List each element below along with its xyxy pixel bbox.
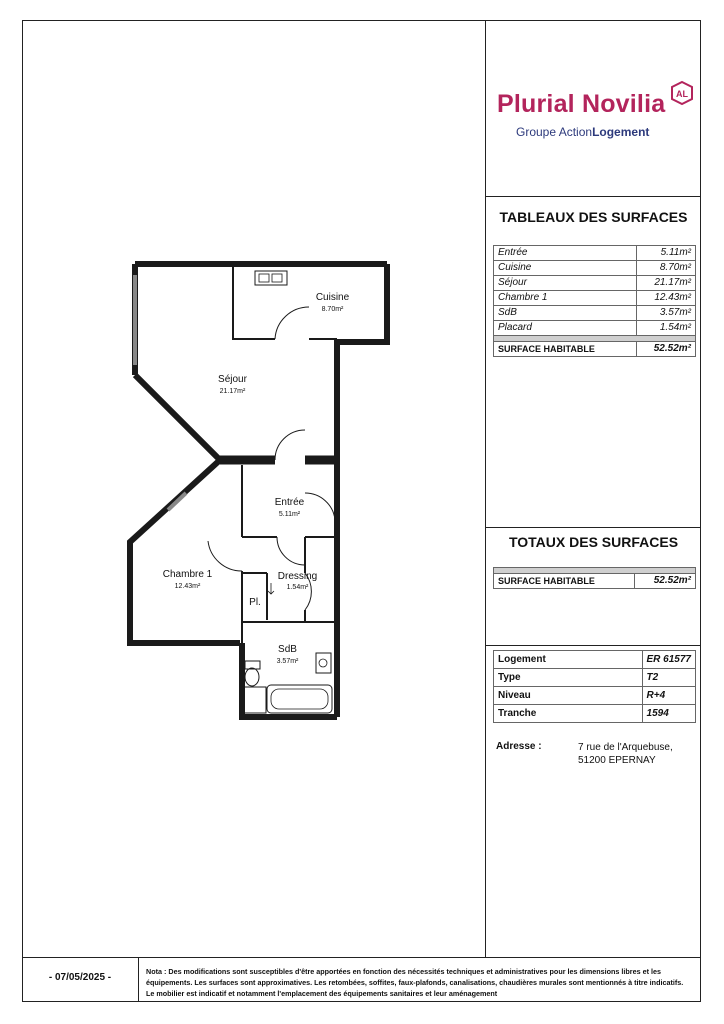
- surface-total-label: SURFACE HABITABLE: [494, 342, 637, 357]
- info-divider: [485, 645, 701, 646]
- surface-row: [494, 306, 696, 321]
- room-chambre-label: Chambre 1: [162, 569, 213, 580]
- surface-area: 3.57m²: [637, 306, 696, 321]
- adresse-value: [578, 741, 673, 767]
- surface-row: [494, 291, 696, 306]
- surface-total-value: 52.52m²: [637, 342, 696, 357]
- room-cuisine-label: Cuisine: [315, 292, 350, 303]
- surface-room: Entrée: [494, 246, 637, 261]
- adresse-line1: 7 rue de l'Arquebuse,: [578, 742, 673, 753]
- type-value: T2: [642, 669, 695, 687]
- footer-date: - 07/05/2025 -: [48, 972, 112, 983]
- footer-note-label: Nota :: [146, 967, 167, 976]
- tranche-value: 1594: [642, 705, 695, 723]
- room-dressing-area: 1.54m²: [286, 584, 309, 591]
- footer-date-divider: [138, 957, 139, 1002]
- footer-note-text: Des modifications sont susceptibles d'être apportées en fonction des nécessités techniques et administratives pour les dimensions libres et les équipements. Les surfaces sont approximatives. Les retombées, soffites, faux-plafonds, canalisations, chaudières murales sont mentionnés à titre indicatifs. Le mobilier est indicatif et notamment l'emplacement des équipements sanitaires et leur aménagement: [146, 967, 684, 998]
- surface-area: 5.11m²: [637, 246, 696, 261]
- logo-divider: [485, 196, 701, 197]
- brand-badge-icon: [670, 80, 694, 106]
- brand-logo: [497, 90, 665, 119]
- wall-right: [337, 264, 387, 717]
- footer-divider: [22, 957, 701, 958]
- tranche-label: Tranche: [494, 705, 643, 723]
- surface-row: [494, 321, 696, 336]
- room-cuisine-area: 8.70m²: [321, 306, 344, 313]
- room-dressing-label: Dressing: [277, 571, 318, 582]
- surface-area: 1.54m²: [637, 321, 696, 336]
- surface-room: Cuisine: [494, 261, 637, 276]
- logement-label: Logement: [494, 651, 643, 669]
- surface-area: 12.43m²: [637, 291, 696, 306]
- type-label: Type: [494, 669, 643, 687]
- totals-label: SURFACE HABITABLE: [494, 574, 635, 589]
- wall-chambre: [130, 460, 240, 643]
- totals-value: 52.52m²: [634, 574, 695, 589]
- surface-room: Chambre 1: [494, 291, 637, 306]
- brand-group-prefix: Groupe Action: [516, 125, 593, 139]
- surface-row: [494, 246, 696, 261]
- surface-room: SdB: [494, 306, 637, 321]
- brand-badge-text: AL: [676, 89, 688, 99]
- room-sejour-area: 21.17m²: [219, 388, 246, 395]
- room-sejour-label: Séjour: [218, 374, 247, 385]
- brand-name: Plurial Novilia: [497, 90, 666, 118]
- sidebar-divider: [485, 20, 486, 957]
- adresse-label: Adresse :: [496, 741, 542, 752]
- surface-area: 8.70m²: [637, 261, 696, 276]
- info-table: [493, 650, 696, 723]
- brand-group: [516, 125, 649, 139]
- room-entree-area: 5.11m²: [278, 511, 301, 518]
- surfaces-table: [493, 245, 696, 357]
- surface-room: Séjour: [494, 276, 637, 291]
- logement-value: ER 61577: [642, 651, 695, 669]
- surface-room: Placard: [494, 321, 637, 336]
- surface-total-row: [494, 342, 696, 357]
- room-sdb-area: 3.57m²: [276, 658, 299, 665]
- surface-row: [494, 276, 696, 291]
- surfaces-table-title: TABLEAUX DES SURFACES: [499, 209, 688, 225]
- totals-table: [493, 567, 696, 589]
- niveau-label: Niveau: [494, 687, 643, 705]
- footer-note: [146, 966, 684, 999]
- surface-area: 21.17m²: [637, 276, 696, 291]
- totals-title: TOTAUX DES SURFACES: [508, 534, 679, 550]
- brand-group-suffix: Logement: [592, 125, 650, 139]
- room-chambre-area: 12.43m²: [174, 583, 201, 590]
- niveau-value: R+4: [642, 687, 695, 705]
- surface-row: [494, 261, 696, 276]
- room-sdb-label: SdB: [278, 644, 297, 655]
- room-entree-label: Entrée: [274, 497, 305, 508]
- totals-divider: [485, 527, 701, 528]
- adresse-line2: 51200 EPERNAY: [578, 755, 656, 766]
- room-placard-label: Pl.: [249, 597, 261, 608]
